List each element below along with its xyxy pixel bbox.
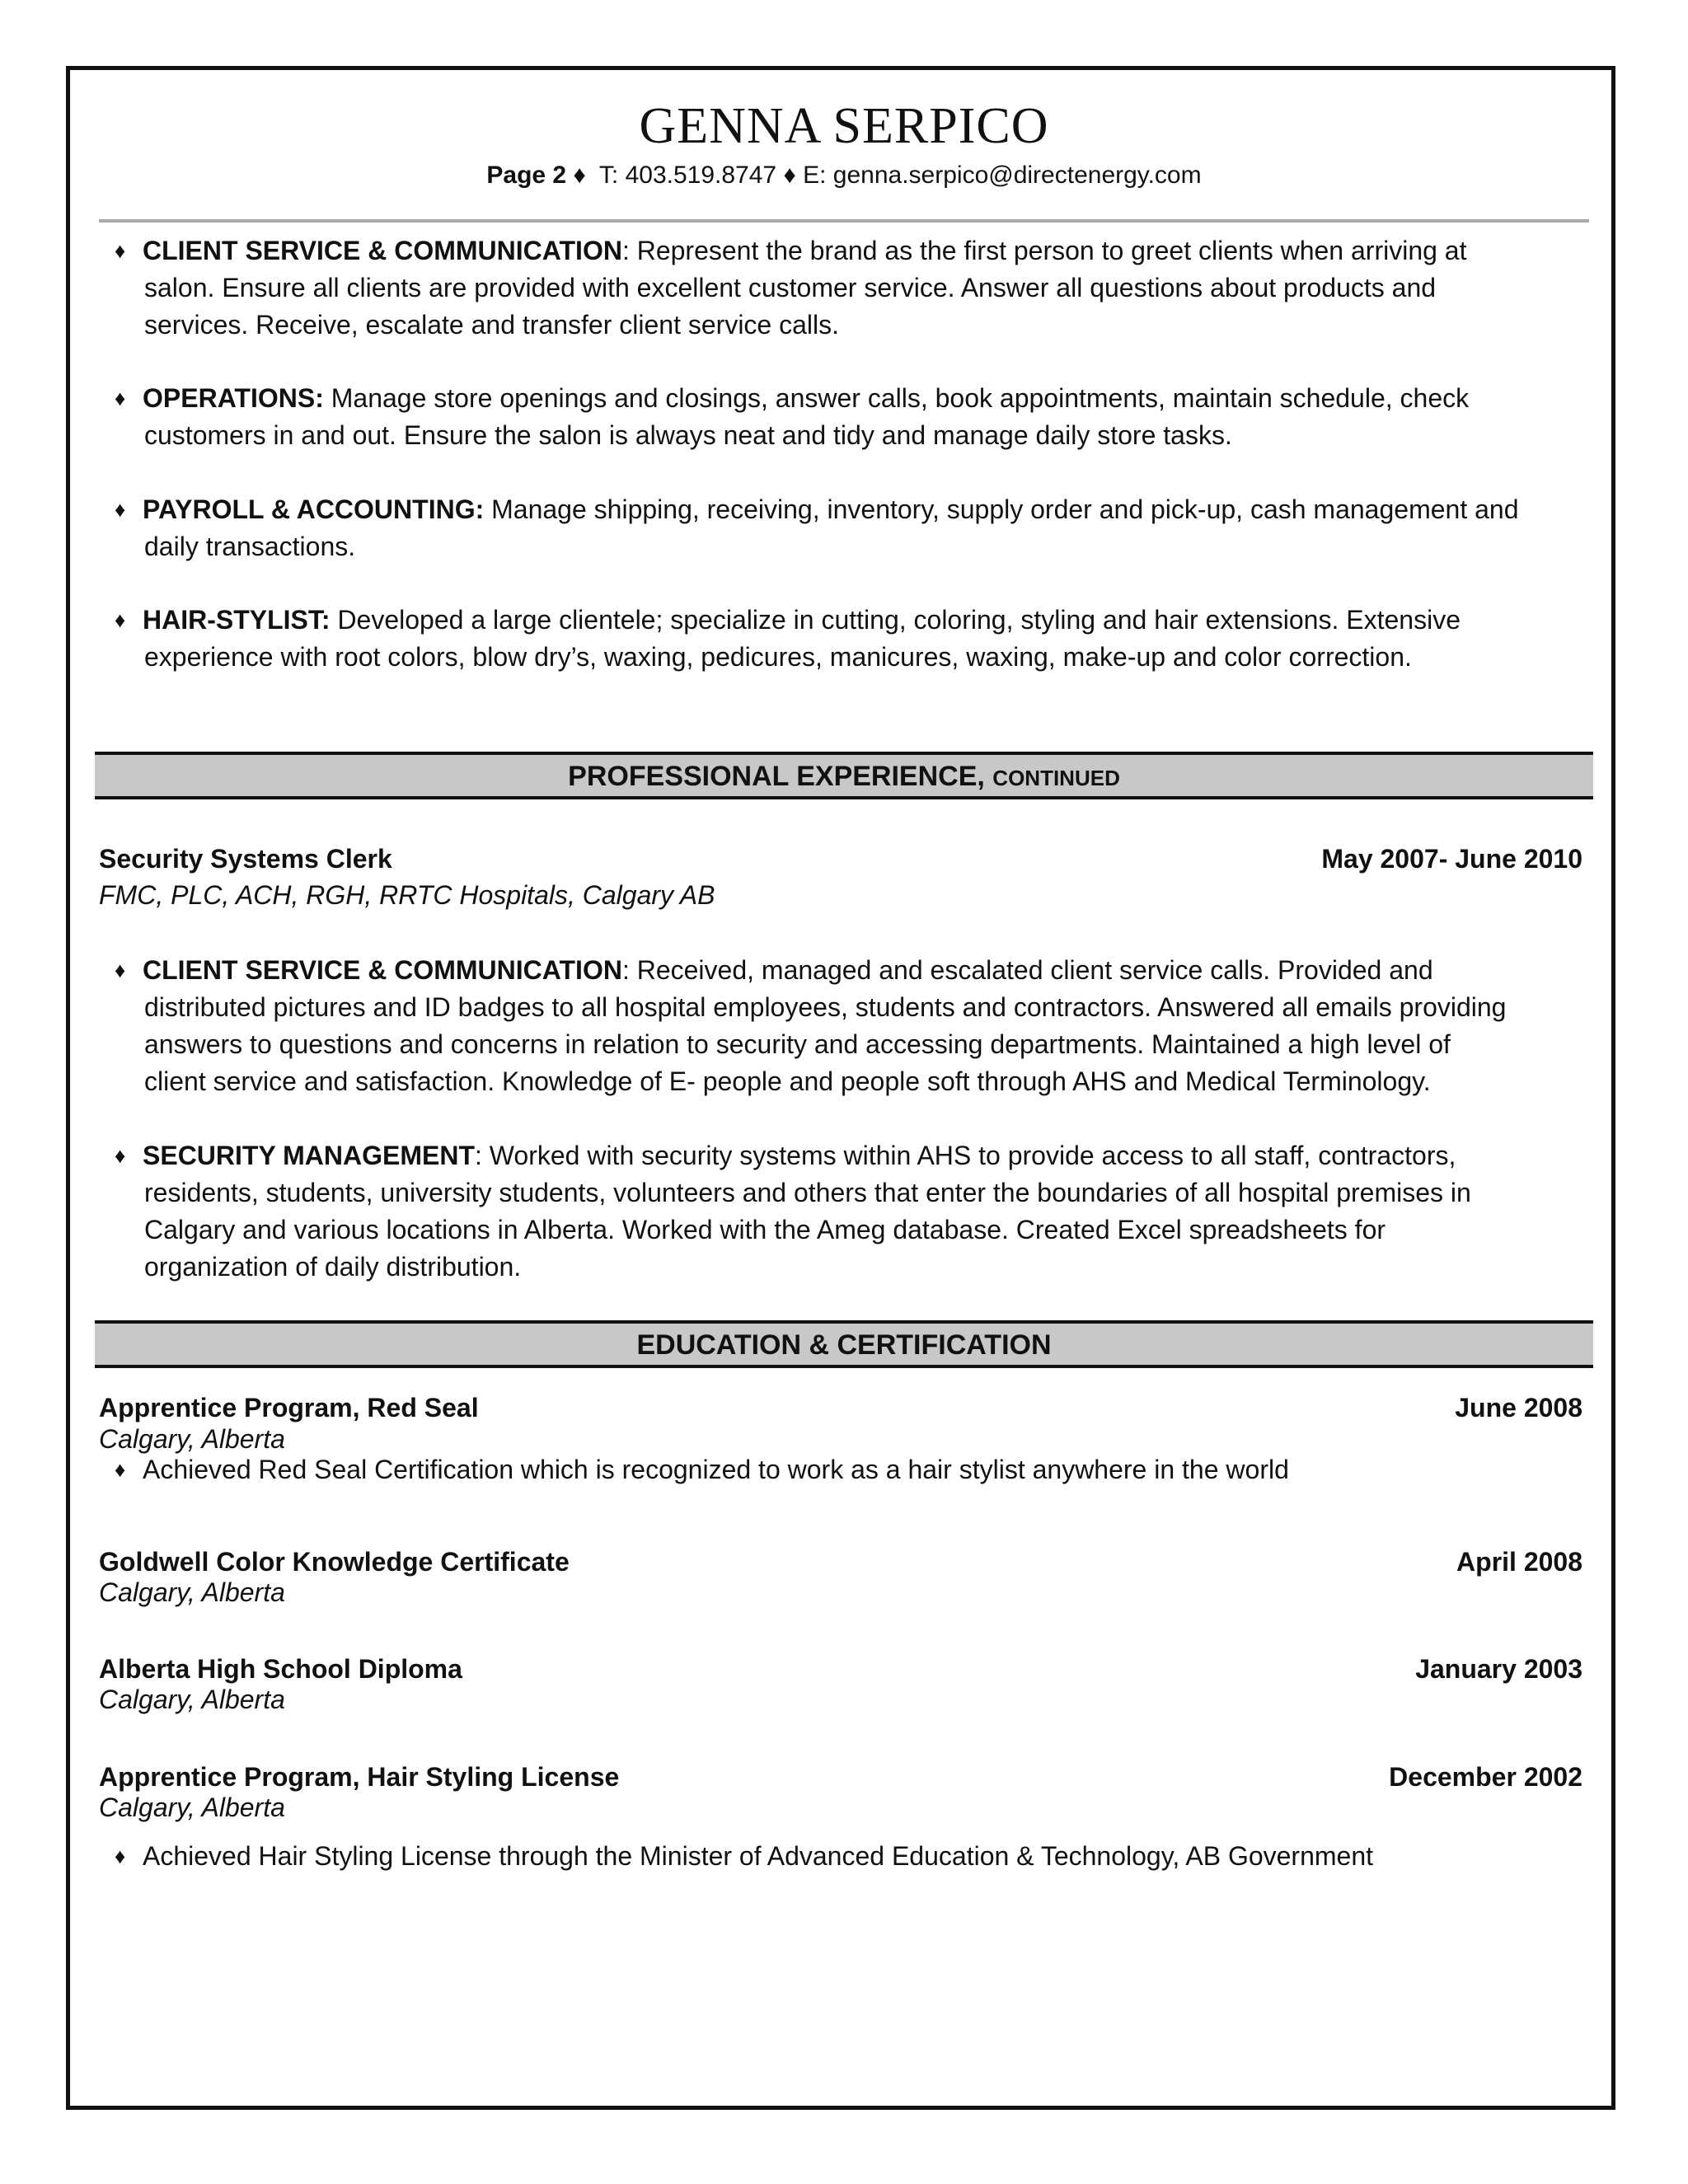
list-item: ♦ HAIR-STYLIST: Developed a large clientele; specialize in cutting, coloring, styling and hair extensions. Extensive experience with root colors, blow dry’s, waxing, pedicures, manicures, waxing, make-up and color correction. xyxy=(144,602,1595,676)
section-header-education: EDUCATION & CERTIFICATION xyxy=(95,1320,1593,1368)
job-title: Security Systems Clerk xyxy=(99,844,392,874)
diamond-icon: ♦ xyxy=(115,958,126,982)
diamond-icon: ♦ xyxy=(115,1143,126,1168)
diamond-icon: ♦ xyxy=(573,162,586,189)
page-label: Page 2 xyxy=(486,162,567,189)
education-entry: Goldwell Color Knowledge Certificate April 2008 xyxy=(99,1547,1582,1577)
divider xyxy=(99,219,1589,223)
list-item: ♦ PAYROLL & ACCOUNTING: Manage shipping, receiving, inventory, supply order and pick-up, cash management and daily transactions. xyxy=(144,491,1595,565)
diamond-icon: ♦ xyxy=(115,386,126,410)
education-entry: Apprentice Program, Red Seal June 2008 xyxy=(99,1393,1582,1422)
education-location: Calgary, Alberta xyxy=(99,1685,285,1714)
list-item: ♦ Achieved Red Seal Certification which is recognized to work as a hair stylist anywhere in the world xyxy=(144,1451,1595,1488)
education-entry: Alberta High School Diploma January 2003 xyxy=(99,1654,1582,1684)
list-item: ♦ Achieved Hair Styling License through the Minister of Advanced Education & Technology, AB Government xyxy=(144,1838,1595,1875)
list-item: ♦ CLIENT SERVICE & COMMUNICATION: Received, managed and escalated client service calls. Provided and distributed pictures and ID badges to all hospital employees, students and contractors. Answered all emails providing answers to questions and concerns in relation to security and accessing departments. Maintained a high level of client service and satisfaction. Knowledge of E- people and people soft through AHS and Medical Terminology. xyxy=(144,952,1595,1100)
diamond-icon: ♦ xyxy=(115,607,126,632)
diamond-icon: ♦ xyxy=(783,162,796,189)
job-dates: May 2007- June 2010 xyxy=(1321,844,1582,874)
diamond-icon: ♦ xyxy=(115,1457,126,1482)
phone: T: 403.519.8747 xyxy=(598,162,777,189)
list-item: ♦ OPERATIONS: Manage store openings and closings, answer calls, book appointments, maintain schedule, check customers in and out. Ensure the salon is always neat and tidy and manage daily store tasks. xyxy=(144,380,1595,454)
candidate-name: GENNA SERPICO xyxy=(639,98,1049,154)
diamond-icon: ♦ xyxy=(115,1844,126,1868)
diamond-icon: ♦ xyxy=(115,497,126,522)
contact-line xyxy=(0,162,1688,190)
education-location: Calgary, Alberta xyxy=(99,1577,285,1607)
job-organization: FMC, PLC, ACH, RGH, RRTC Hospitals, Calgary AB xyxy=(99,880,715,910)
email: E: genna.serpico@directenergy.com xyxy=(803,162,1202,189)
education-entry: Apprentice Program, Hair Styling License December 2002 xyxy=(99,1762,1582,1792)
job-header xyxy=(99,844,1582,874)
list-item: ♦ SECURITY MANAGEMENT: Worked with security systems within AHS to provide access to all staff, contractors, residents, students, university students, volunteers and others that enter the boundaries of all hospital premises in Calgary and various locations in Alberta. Worked with the Ameg database. Created Excel spreadsheets for organization of daily distribution. xyxy=(144,1137,1595,1286)
education-location: Calgary, Alberta xyxy=(99,1793,285,1822)
section-header-experience: PROFESSIONAL EXPERIENCE, CONTINUED xyxy=(95,752,1593,799)
education-location: Calgary, Alberta xyxy=(99,1424,285,1454)
list-item: ♦ CLIENT SERVICE & COMMUNICATION: Represent the brand as the first person to greet clients when arriving at salon. Ensure all clients are provided with excellent customer service. Answer all questions about products and services. Receive, escalate and transfer client service calls. xyxy=(144,232,1595,344)
diamond-icon: ♦ xyxy=(115,238,126,263)
